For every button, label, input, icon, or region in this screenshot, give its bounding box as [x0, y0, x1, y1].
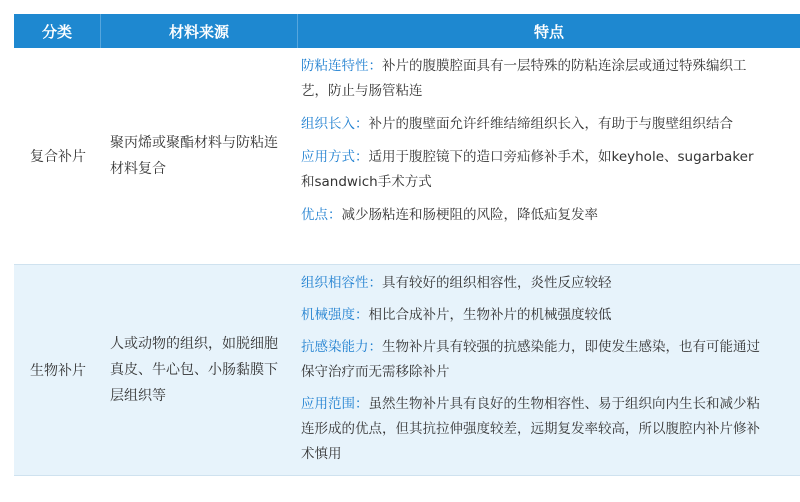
header-category: 分类: [41, 22, 72, 41]
feature-label: 组织长入：: [301, 116, 369, 132]
feature-label: 防粘连特性：: [301, 58, 382, 74]
feature-label: 组织相容性：: [301, 275, 382, 291]
feature-text: 补片的腹壁面允许纤维结缔组织长入，有助于与腹壁组织结合: [368, 116, 733, 132]
feature-item: [301, 303, 766, 328]
feature-label: 优点：: [301, 207, 342, 223]
feature-text: 虽然生物补片具有良好的生物相容性、易于组织向内生长和减少粘连形成的优点，但其抗拉伸强度较差，远期复发率较高，所以腹腔内补片修补术慎用: [301, 396, 760, 462]
feature-item: [301, 271, 766, 296]
feature-label: 应用方式：: [301, 149, 369, 165]
feature-item: [301, 335, 766, 385]
comparison-table: [14, 14, 800, 476]
feature-text: 适用于腹腔镜下的造口旁疝修补手术，如keyhole、sugarbaker和sandwich手术方式: [301, 149, 754, 190]
feature-item: [301, 112, 766, 137]
feature-label: 抗感染能力：: [301, 339, 382, 355]
table-row: [14, 48, 800, 265]
table-header: [14, 14, 800, 48]
feature-item: [301, 392, 766, 467]
feature-item: [301, 203, 766, 228]
feature-label: 机械强度：: [301, 307, 369, 323]
feature-text: 补片的腹膜腔面具有一层特殊的防粘连涂层或通过特殊编织工艺，防止与肠管粘连: [301, 58, 747, 99]
feature-text: 减少肠粘连和肠梗阻的风险，降低疝复发率: [341, 207, 598, 223]
features-cell: [296, 265, 800, 475]
feature-label: 应用范围：: [301, 396, 369, 412]
category-cell: 生物补片: [30, 363, 86, 379]
feature-item: [301, 145, 766, 195]
category-cell: 复合补片: [30, 149, 86, 165]
header-features: 特点: [533, 22, 564, 41]
source-cell: 人或动物的组织，如脱细胞真皮、牛心包、小肠黏膜下层组织等: [110, 336, 278, 404]
feature-text: 具有较好的组织相容性，炎性反应较轻: [382, 275, 612, 291]
header-source: 材料来源: [100, 14, 298, 48]
feature-text: 相比合成补片，生物补片的机械强度较低: [368, 307, 612, 323]
source-cell: 聚丙烯或聚酯材料与防粘连材料复合: [110, 135, 278, 177]
feature-item: [301, 54, 766, 104]
feature-text: 生物补片具有较强的抗感染能力，即使发生感染，也有可能通过保守治疗而无需移除补片: [301, 339, 760, 380]
features-cell: [296, 48, 800, 264]
table-row: [14, 265, 800, 476]
